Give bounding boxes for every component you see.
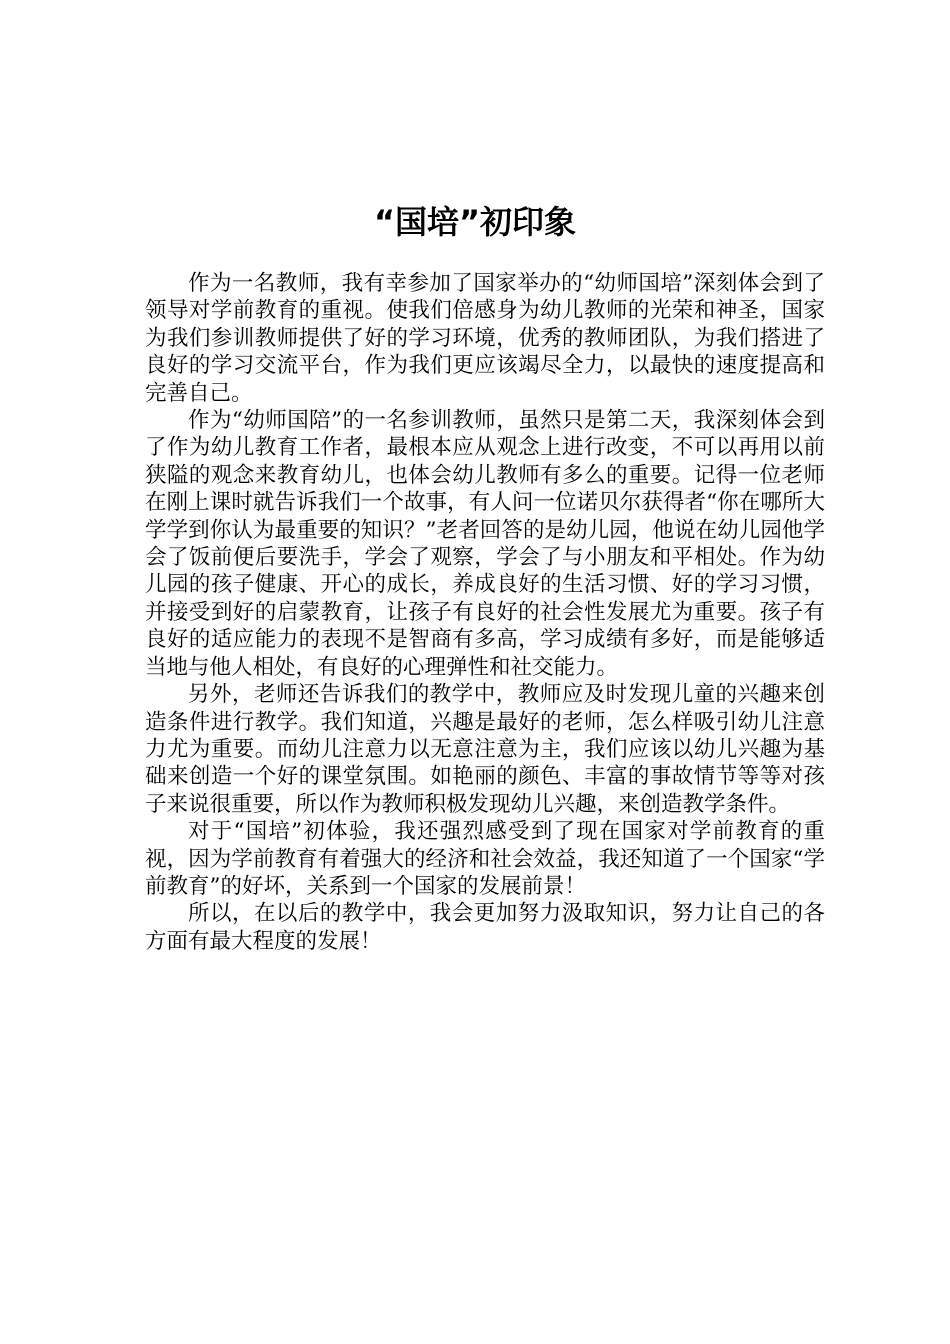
paragraph-3: 另外，老师还告诉我们的教学中，教师应及时发现儿童的兴趣来创造条件进行教学。我们知道，兴趣是最好的老师，怎么样吸引幼儿注意力尤为重要。而幼儿注意力以无意注意为主，我们应该以幼儿兴趣为基础来创造一个好的课堂氛围。如艳丽的颜色、丰富的事故情节等等对孩子来说很重要，所以作为教师积极发现幼儿兴趣，来创造教学条件。	[145, 682, 825, 817]
document-title: “国培”初印象	[373, 203, 577, 241]
paragraph-1: 作为一名教师，我有幸参加了国家举办的“幼师国培”深刻体会到了领导对学前教育的重视。使我们倍感身为幼儿教师的光荣和神圣，国家为我们参训教师提供了好的学习环境，优秀的教师团队，为我们搭进了良好的学习交流平台，作为我们更应该竭尽全力，以最快的速度提高和完善自己。	[145, 271, 825, 406]
paragraph-4: 对于“国培”初体验，我还强烈感受到了现在国家对学前教育的重视，因为学前教育有着强大的经济和社会效益，我还知道了一个国家“学前教育”的好坏，关系到一个国家的发展前景！	[145, 819, 825, 899]
document-body	[145, 270, 825, 955]
paragraph-2: 作为“幼师国陪”的一名参训教师，虽然只是第二天，我深刻体会到了作为幼儿教育工作者，最根本应从观念上进行改变，不可以再用以前狭隘的观念来教育幼儿，也体会幼儿教师有多么的重要。记得一位老师在刚上课时就告诉我们一个故事，有人问一位诺贝尔获得者“你在哪所大学学到你认为最重要的知识？”老者回答的是幼儿园，他说在幼儿园他学会了饭前便后要洗手，学会了观察，学会了与小朋友和平相处。作为幼儿园的孩子健康、开心的成长，养成良好的生活习惯、好的学习习惯，并接受到好的启蒙教育，让孩子有良好的社会性发展尤为重要。孩子有良好的适应能力的表现不是智商有多高，学习成绩有多好，而是能够适当地与他人相处，有良好的心理弹性和社交能力。	[145, 408, 825, 680]
paragraph-5: 所以，在以后的教学中，我会更加努力汲取知识，努力让自己的各方面有最大程度的发展！	[145, 901, 825, 954]
